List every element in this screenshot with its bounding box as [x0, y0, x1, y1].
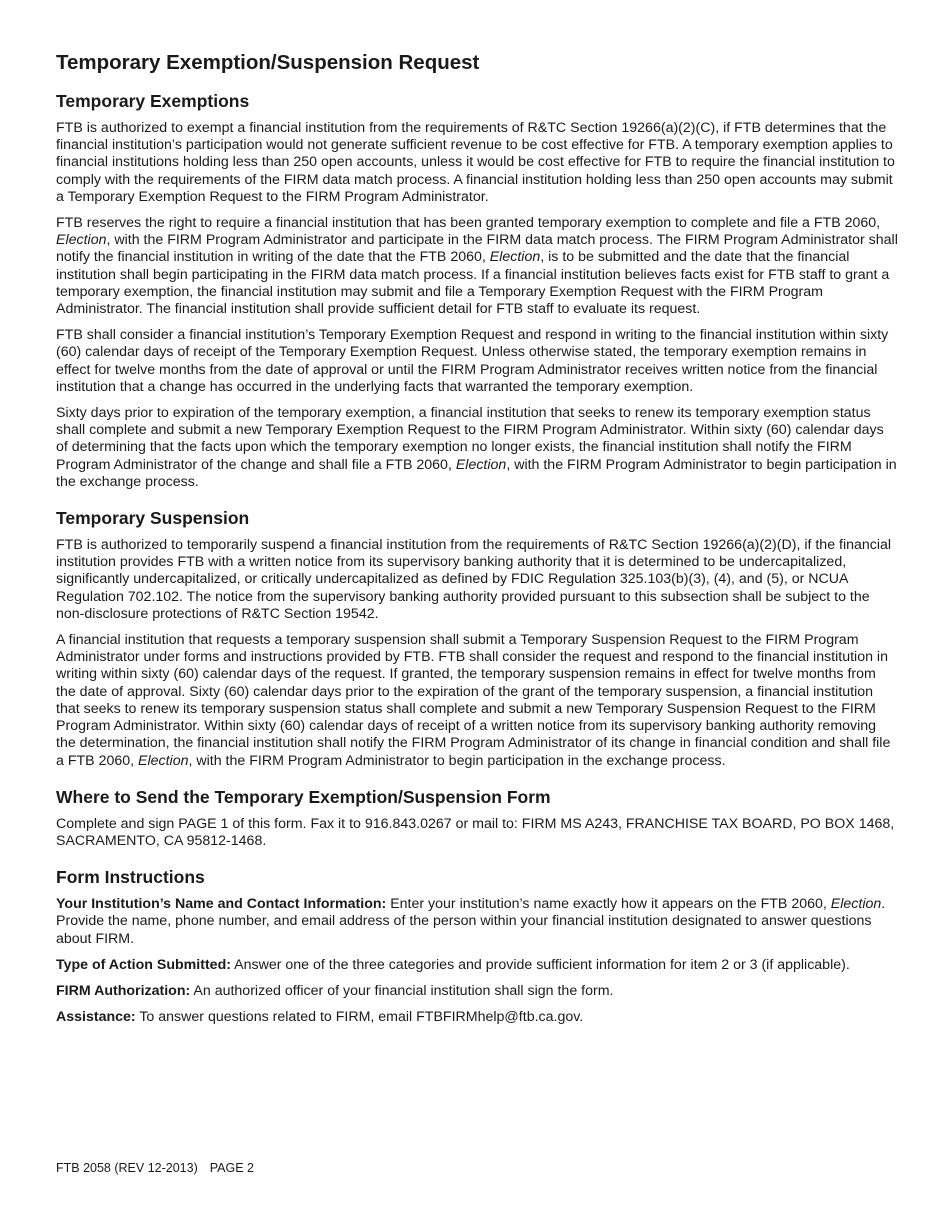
footer-form-id: FTB 2058 (REV 12-2013) [56, 1161, 198, 1175]
exemptions-paragraph-2: FTB reserves the right to require a financial institution that has been granted temporary exemption to complete and file a FTB 2060, Election, with the FIRM Program Administrator and participate in the FIRM data match process. The FIRM Program Administrator shall notify the financial institution in writing of the date that the FTB 2060, Election, is to be submitted and the date that the financial institution shall begin participating in the FIRM data match process. If a financial institution believes facts exist for FTB staff to grant a temporary exemption, the financial institution may submit and file a Temporary Exemption Request with the FIRM Program Administrator. The financial institution shall provide sufficient detail for FTB staff to evaluate its request. [56, 215, 898, 318]
section-heading-where-to-send: Where to Send the Temporary Exemption/Suspension Form [56, 786, 551, 807]
section-where-to-send [56, 786, 898, 850]
page-footer [56, 1160, 254, 1176]
instruction-institution-name: Your Institution’s Name and Contact Information: Enter your institution’s name exactly how it appears on the FTB 2060, Election. Provide the name, phone number, and email address of the person within your financial institution designated to answer questions about FIRM. [56, 896, 886, 947]
suspension-paragraph-1: FTB is authorized to temporarily suspend a financial institution from the requirements of R&TC Section 19266(a)(2)(D), if the financial institution provides FTB with a written notice from its supervisory banking authority that it is determined to be undercapitalized, significantly undercapitalized, or critically undercapitalized as defined by FDIC Regulation 325.103(b)(3), (4), and (5), or NCUA Regulation 702.102. The notice from the supervisory banking authority provided pursuant to this subsection shall be subject to the non-disclosure protections of R&TC Section 19542. [56, 537, 892, 622]
exemptions-paragraph-3: FTB shall consider a financial institution’s Temporary Exemption Request and respond in writing to the financial institution within sixty (60) calendar days of receipt of the Temporary Exemption Request. Unless otherwise stated, the temporary exemption remains in effect for twelve months from the date of approval or until the FIRM Program Administrator receives written notice from the financial institution that a change has occurred in the underlying facts that warranted the temporary exemption. [56, 327, 889, 395]
exemptions-paragraph-4: Sixty days prior to expiration of the temporary exemption, a financial institution that seeks to renew its temporary exemption status shall complete and submit a new Temporary Exemption Request to the FIRM Program Administrator. Within sixty (60) calendar days of determining that the facts upon which the temporary exemption no longer exists, the financial institution shall notify the FIRM Program Administrator of the change and shall file a FTB 2060, Election, with the FIRM Program Administrator to begin participation in the exchange process. [56, 405, 897, 490]
section-temporary-exemptions [56, 90, 898, 491]
section-heading-form-instructions: Form Instructions [56, 867, 205, 888]
page-title: Temporary Exemption/Suspension Request [56, 51, 480, 74]
instruction-assistance: Assistance: To answer questions related to FIRM, email FTBFIRMhelp@ftb.ca.gov. [56, 1009, 584, 1026]
section-form-instructions [56, 866, 898, 1026]
section-heading-suspension: Temporary Suspension [56, 508, 250, 529]
instruction-firm-authorization: FIRM Authorization: An authorized officer of your financial institution shall sign the form. [56, 982, 614, 999]
where-to-send-paragraph: Complete and sign PAGE 1 of this form. Fax it to 916.843.0267 or mail to: FIRM MS A243, FRANCHISE TAX BOARD, PO BOX 1468, SACRAMENTO, CA 95812-1468. [56, 815, 895, 849]
section-heading-exemptions: Temporary Exemptions [56, 91, 250, 111]
document-page [56, 50, 898, 1026]
instruction-type-of-action: Type of Action Submitted: Answer one of the three categories and provide sufficient information for item 2 or 3 (if applicable). [56, 956, 850, 973]
section-temporary-suspension [56, 507, 898, 770]
footer-page-number: PAGE 2 [209, 1161, 254, 1175]
suspension-paragraph-2: A financial institution that requests a temporary suspension shall submit a Temporary Suspension Request to the FIRM Program Administrator under forms and instructions provided by FTB. FTB shall consider the request and respond to the financial institution in writing within sixty (60) calendar days of the request. If granted, the temporary suspension remains in effect for twelve months from the date of approval. Sixty (60) calendar days prior to the expiration of the grant of the temporary suspension, a financial institution that seeks to renew its temporary suspension status shall complete and submit a new Temporary Suspension Request to the FIRM Program Administrator. Within sixty (60) calendar days of receipt of a written notice from its supervisory banking authority removing the determination, the financial institution shall notify the FIRM Program Administrator of its change in financial condition and shall file a FTB 2060, Election, with the FIRM Program Administrator to begin participation in the exchange process. [56, 632, 891, 769]
exemptions-paragraph-1: FTB is authorized to exempt a financial institution from the requirements of R&TC Section 19266(a)(2)(C), if FTB determines that the financial institution’s participation would not generate sufficient revenue to be cost effective for FTB. A temporary exemption applies to financial institutions holding less than 250 open accounts, unless it would be cost effective for FTB to require the financial institution to comply with the requirements of the FIRM data match process. A financial institution holding less than 250 open accounts may submit a Temporary Exemption Request to the FIRM Program Administrator. [56, 120, 895, 205]
